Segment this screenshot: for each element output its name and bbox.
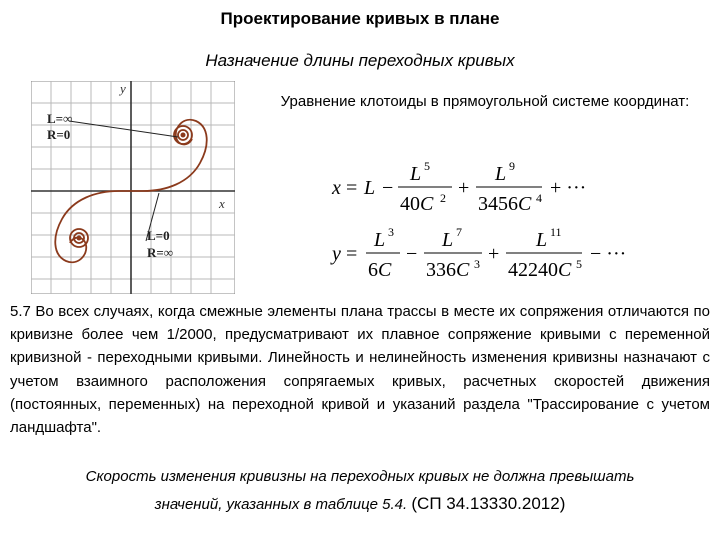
- svg-text:40C: 40C: [400, 193, 434, 215]
- italic-note-text: значений, указанных в таблице 5.4.: [154, 496, 408, 513]
- svg-text:y: y: [332, 243, 341, 265]
- italic-note-line-2: [10, 494, 710, 514]
- italic-note-line-1: Скорость изменения кривизны на переходных кривых не должна превышать: [85, 468, 635, 485]
- svg-text:−: −: [406, 243, 418, 265]
- svg-text:L: L: [374, 229, 386, 251]
- svg-text:+: +: [458, 177, 470, 199]
- svg-text:L: L: [410, 163, 422, 185]
- svg-text:3456C: 3456C: [478, 193, 532, 215]
- svg-text:9: 9: [509, 159, 515, 173]
- bottom-label-L: L=0: [147, 228, 170, 243]
- svg-text:− ···: − ···: [590, 243, 627, 265]
- equation-caption: Уравнение клотоиды в прямоугольной системе координат:: [280, 93, 690, 110]
- svg-text:7: 7: [456, 225, 462, 239]
- svg-text:+: +: [488, 243, 500, 265]
- svg-text:−: −: [382, 177, 394, 199]
- svg-text:5: 5: [424, 159, 430, 173]
- svg-text:4: 4: [536, 191, 542, 205]
- svg-text:L: L: [536, 229, 548, 251]
- svg-text:3: 3: [474, 257, 480, 271]
- page-subtitle: Назначение длины переходных кривых: [205, 51, 515, 70]
- y-formula: [330, 225, 626, 281]
- svg-text:=: =: [346, 243, 358, 265]
- svg-text:+ ···: + ···: [550, 177, 587, 199]
- x-axis-label: x: [219, 196, 225, 211]
- svg-text:L: L: [364, 177, 376, 199]
- svg-text:2: 2: [440, 191, 446, 205]
- svg-text:L: L: [442, 229, 454, 251]
- page-title: Проектирование кривых в плане: [220, 9, 500, 28]
- svg-text:11: 11: [550, 225, 562, 239]
- svg-text:x: x: [332, 177, 341, 199]
- clothoid-formula: [330, 150, 660, 290]
- svg-text:6C: 6C: [368, 259, 392, 281]
- top-label-R: R=0: [47, 127, 71, 142]
- x-formula: [331, 159, 586, 215]
- svg-text:336C: 336C: [426, 259, 470, 281]
- svg-text:L: L: [495, 163, 507, 185]
- body-paragraph: 5.7 Во всех случаях, когда смежные элементы плана трассы в месте их сопряжения отличаются по кривизне более чем 1/2000, предусматривают их плавное сопряжение кривыми с переменной кривизной - переходными кривыми. Линейность и нелинейность изменения кривизны назначают с учетом взаимного расположения сопрягаемых кривых, расчетных скоростей движения (постоянных, переменных) на переходной кривой и указаний раздела "Трассирование с учетом ландшафта".: [10, 303, 710, 437]
- svg-text:5: 5: [576, 257, 582, 271]
- top-label-L: L=∞: [47, 111, 73, 126]
- svg-text:42240C: 42240C: [508, 259, 572, 281]
- bottom-label-R: R=∞: [147, 245, 174, 260]
- clothoid-figure: [31, 81, 235, 294]
- y-axis-label: y: [120, 81, 126, 96]
- standard-reference: (СП 34.13330.2012): [411, 494, 566, 513]
- svg-text:=: =: [346, 177, 358, 199]
- svg-text:3: 3: [388, 225, 394, 239]
